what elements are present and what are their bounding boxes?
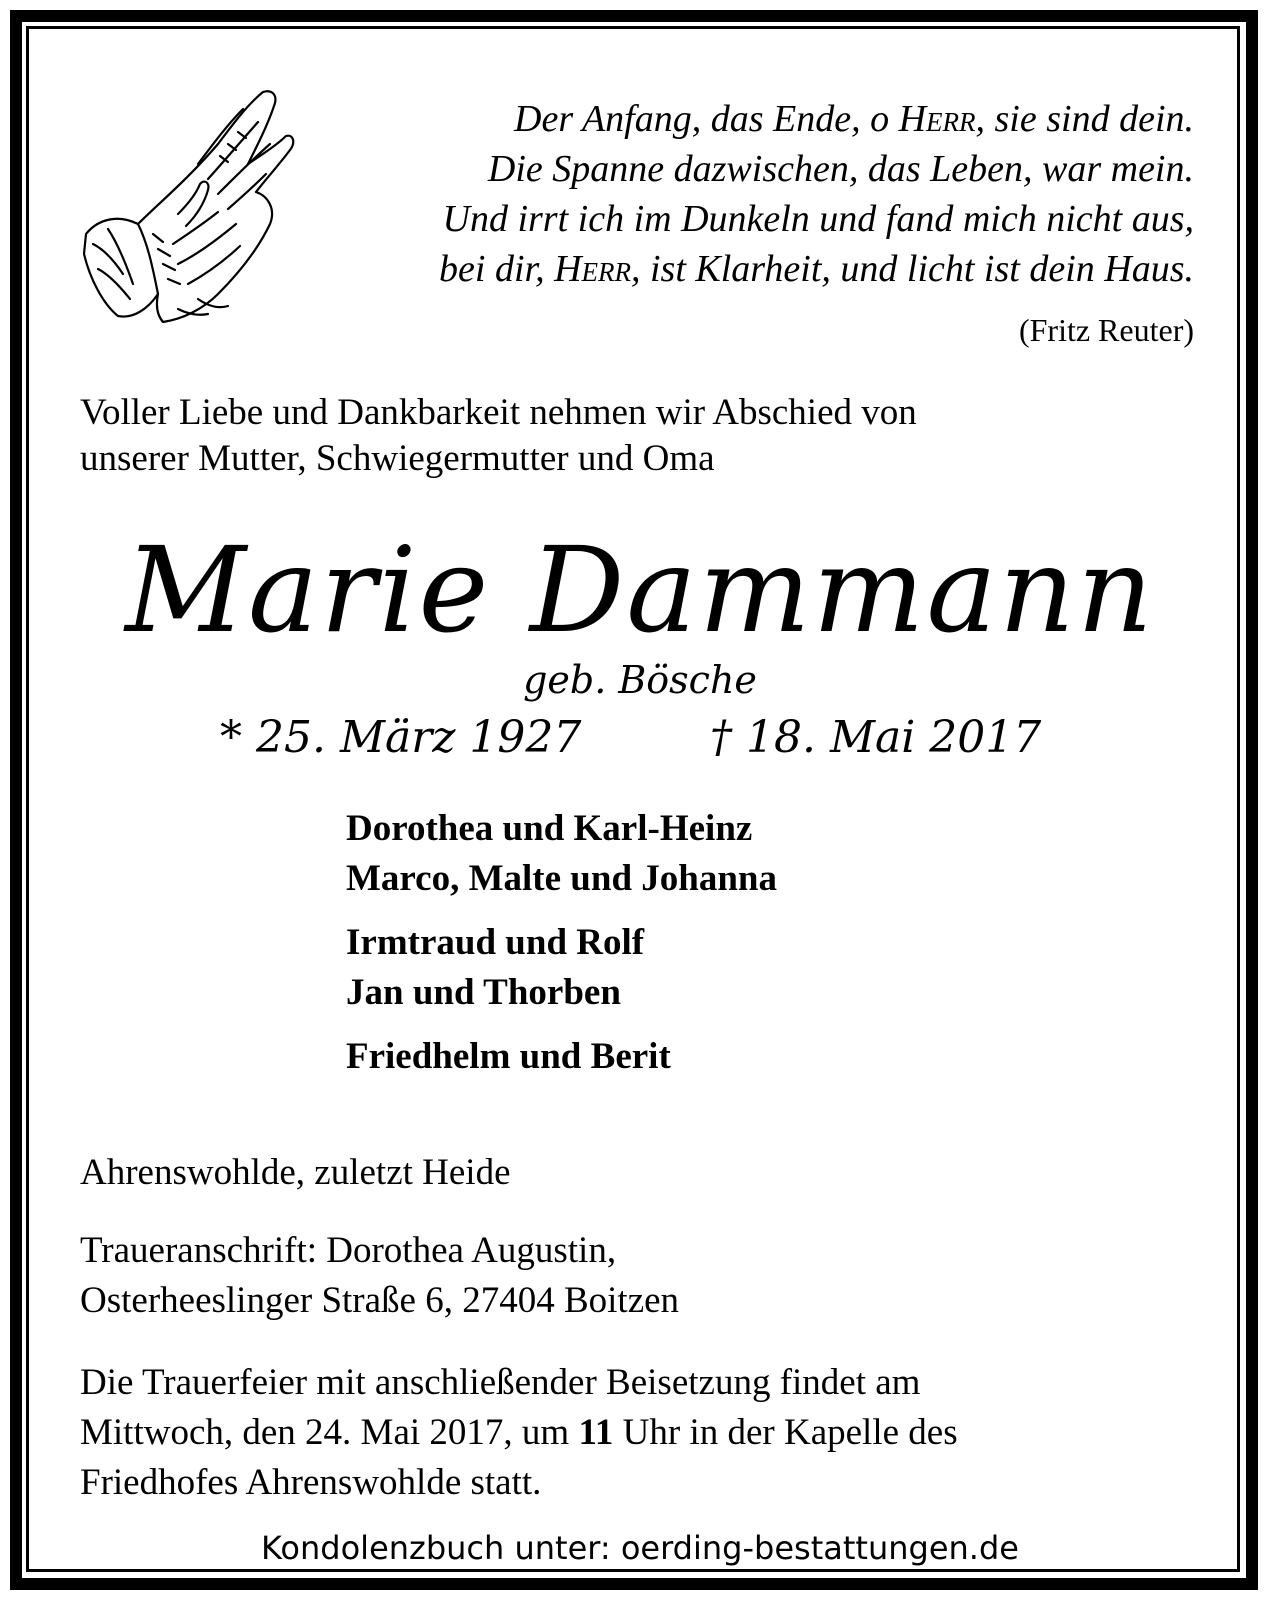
ceremony-text: Die Trauerfeier mit anschließender Beisetzung findet am Mittwoch, den 24. Mai 2017, um 11 Uhr in der Kapelle des Friedhofes Ahrenswohlde statt. <box>80 1362 958 1503</box>
birth-date: * 25. März 1927 <box>220 712 582 763</box>
maiden-name: geb. Bösche <box>523 658 757 702</box>
herr-word: Herr <box>898 98 976 140</box>
condolence-book-link[interactable]: Kondolenzbuch unter: oerding-bestattungen.de <box>261 1529 1019 1567</box>
family-group <box>346 1032 777 1082</box>
family-line: Irmtraud und Rolf <box>346 922 645 963</box>
family-line: Friedhelm und Berit <box>346 1036 671 1077</box>
family-line: Marco, Malte und Johanna <box>346 858 778 899</box>
deceased-name: Marie Dammann <box>125 521 1155 659</box>
place-text: Ahrenswohlde, zuletzt Heide <box>80 1152 511 1193</box>
poem-author: (Fritz Reuter) <box>1018 312 1194 348</box>
family-group <box>346 804 777 904</box>
family-line: Jan und Thorben <box>346 972 621 1013</box>
poem-line: Die Spanne dazwischen, das Leben, war mein. <box>487 148 1194 190</box>
intro-text: Voller Liebe und Dankbarkeit nehmen wir Abschied von unserer Mutter, Schwiegermutter und Oma <box>80 392 917 479</box>
poem <box>294 94 1194 294</box>
family-line: Dorothea und Karl-Heinz <box>346 808 753 849</box>
family-group <box>346 918 777 1018</box>
family-list <box>346 804 777 1096</box>
death-date: † 18. Mai 2017 <box>710 712 1042 763</box>
poem-line: Und irrt ich im Dunkeln und fand mich nicht aus, <box>442 198 1194 240</box>
poem-line: bei dir, Herr, ist Klarheit, und licht ist dein Haus. <box>439 248 1194 290</box>
ceremony-hour: 11 <box>578 1412 614 1453</box>
mourning-address: Traueranschrift: Dorothea Augustin, Osterheeslinger Straße 6, 27404 Boitzen <box>80 1230 680 1321</box>
herr-word: Herr <box>554 248 631 290</box>
praying-hands-icon <box>78 84 300 334</box>
poem-line: Der Anfang, das Ende, o Herr, sie sind dein. <box>514 98 1194 140</box>
